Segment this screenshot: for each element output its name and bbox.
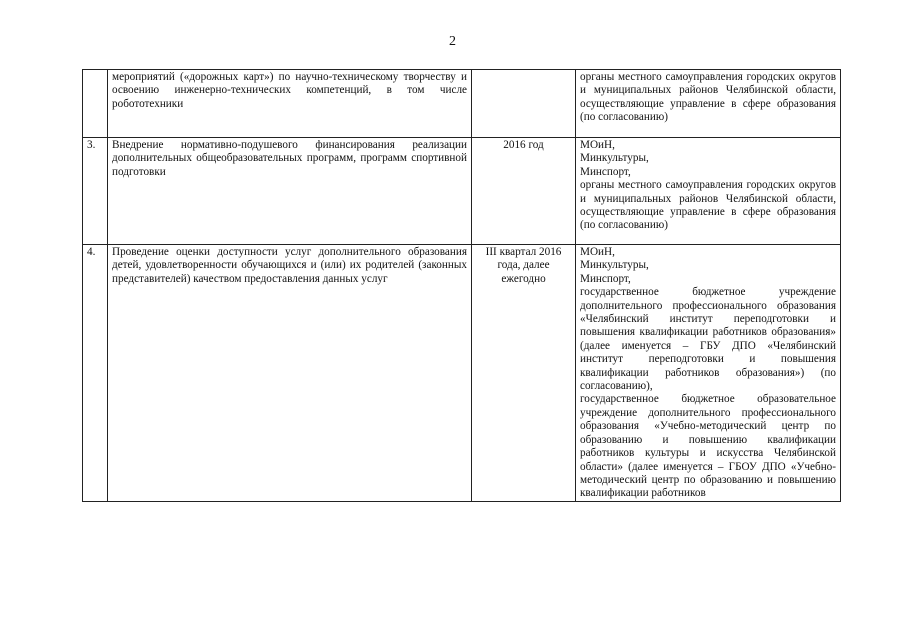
page-number: 2 [449,34,456,49]
row-number-cell: 3. [83,138,108,245]
term-cell [472,70,576,138]
term-cell: III квартал 2016 года, далее ежегодно [472,245,576,502]
action-plan-table [82,69,841,502]
term-cell: 2016 год [472,138,576,245]
table-row [83,70,841,138]
row-number-cell [83,70,108,138]
table-row [83,138,841,245]
event-cell: Проведение оценки доступности услуг дополнительного образования детей, удовлетворенности обучающихся и (или) их родителей (законных представителей) качеством предоставления данных услуг [108,245,472,502]
responsible-cell: МОиН, Минкультуры, Минспорт, государственное бюджетное учреждение дополнительного профессионального образования «Челябинский институт переподготовки и повышения квалификации работников образования» (далее именуется – ГБУ ДПО «Челябинский институт переподготовки и повышения квалификации работников образования») (по согласованию), государственное бюджетное образовательное учреждение дополнительного профессионального образования «Учебно-методический центр по образованию и повышению квалификации работников культуры и искусства Челябинской области» (далее именуется – ГБОУ ДПО «Учебно-методический центр по образованию и повышению квалификации работников [576,245,841,502]
table-row [83,245,841,502]
responsible-cell: органы местного самоуправления городских округов и муниципальных районов Челябинской области, осуществляющие управление в сфере образования (по согласованию) [576,70,841,138]
event-cell: Внедрение нормативно-подушевого финансирования реализации дополнительных общеобразовательных программ, программ спортивной подготовки [108,138,472,245]
event-cell: мероприятий («дорожных карт») по научно-техническому творчеству и освоению инженерно-технических компетенций, в том числе робототехники [108,70,472,138]
row-number-cell: 4. [83,245,108,502]
responsible-cell: МОиН, Минкультуры, Минспорт, органы местного самоуправления городских округов и муниципальных районов Челябинской области, осуществляющие управление в сфере образования (по согласованию) [576,138,841,245]
page-bottom-margin [82,578,841,640]
